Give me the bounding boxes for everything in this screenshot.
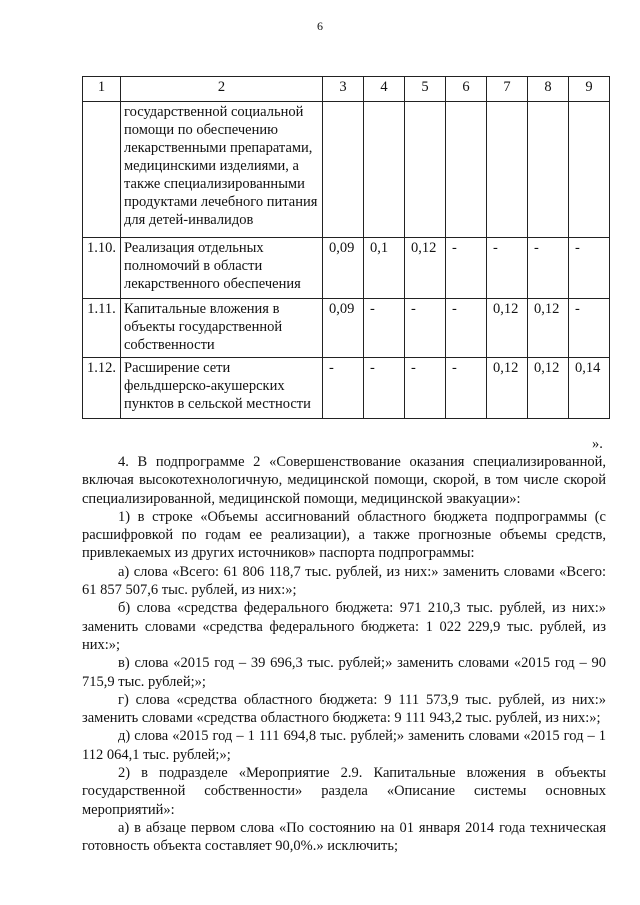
header-cell: 5 [405, 77, 446, 102]
value-cell: 0,1 [364, 238, 405, 299]
value-cell: 0,12 [528, 358, 569, 419]
paragraph: 2) в подразделе «Мероприятие 2.9. Капитальные вложения в объекты государственной собственности» раздела «Описание системы основных мероприятий»: [82, 765, 606, 818]
value-cell: 0,12 [528, 299, 569, 358]
header-cell: 4 [364, 77, 405, 102]
value-cell [405, 102, 446, 238]
paragraph: а) слова «Всего: 61 806 118,7 тыс. рублей, из них:» заменить словами «Всего: 61 857 507,6 тыс. рублей, из них:»; [82, 563, 606, 599]
value-cell: - [405, 358, 446, 419]
row-name: Реализация отдельных полномочий в области лекарственного обеспечения [121, 238, 323, 299]
row-number: 1.10. [83, 238, 121, 299]
closing-quote: ». [592, 436, 603, 452]
table-row [83, 299, 610, 358]
paragraph: д) слова «2015 год – 1 111 694,8 тыс. рублей;» заменить словами «2015 год – 1 112 064,1 тыс. рублей;»; [82, 728, 606, 763]
body-text [82, 453, 606, 856]
table-row [83, 358, 610, 419]
value-cell: - [323, 358, 364, 419]
value-cell: - [487, 238, 528, 299]
header-cell: 2 [121, 77, 323, 102]
value-cell: 0,12 [487, 358, 528, 419]
value-cell [323, 102, 364, 238]
table-row [83, 238, 610, 299]
value-cell: 0,09 [323, 238, 364, 299]
header-cell: 7 [487, 77, 528, 102]
value-cell [528, 102, 569, 238]
value-cell: - [364, 299, 405, 358]
header-cell: 1 [83, 77, 121, 102]
value-cell [364, 102, 405, 238]
row-name: государственной социальной помощи по обеспечению лекарственными препаратами, медицинскими изделиями, а также специализированными продуктами лечебного питания для детей-инвалидов [121, 102, 323, 238]
value-cell: - [569, 299, 610, 358]
table-row [83, 102, 610, 238]
row-number: 1.12. [83, 358, 121, 419]
value-cell [487, 102, 528, 238]
paragraph: г) слова «средства областного бюджета: 9 111 573,9 тыс. рублей, из них:» заменить словами «средства областного бюджета: 9 111 943,2 тыс. рублей, из них:»; [82, 691, 606, 727]
value-cell: 0,12 [487, 299, 528, 358]
page-number: 6 [317, 19, 323, 33]
value-cell: - [569, 238, 610, 299]
row-name: Капитальные вложения в объекты государственной собственности [121, 299, 323, 358]
value-cell: 0,14 [569, 358, 610, 419]
header-cell: 6 [446, 77, 487, 102]
paragraph: 1) в строке «Объемы ассигнований областного бюджета подпрограммы (с расшифровкой по годам ее реализации), а также прогнозные объемы средств, привлекаемых из других источников» паспорта подпрограммы: [82, 508, 606, 562]
value-cell: 0,09 [323, 299, 364, 358]
value-cell: - [405, 299, 446, 358]
paragraph: в) слова «2015 год – 39 696,3 тыс. рублей;» заменить словами «2015 год – 90 715,9 тыс. рублей;»; [82, 655, 606, 690]
paragraph: б) слова «средства федерального бюджета: 971 210,3 тыс. рублей, из них:» заменить словами «средства федерального бюджета: 1 022 229,9 тыс. рублей, из них:»; [82, 600, 606, 653]
value-cell: - [364, 358, 405, 419]
row-name: Расширение сети фельдшерско-акушерских пунктов в сельской местности [121, 358, 323, 419]
value-cell: - [446, 358, 487, 419]
data-table [82, 76, 610, 419]
value-cell: 0,12 [405, 238, 446, 299]
row-number: 1.11. [83, 299, 121, 358]
header-cell: 8 [528, 77, 569, 102]
value-cell [569, 102, 610, 238]
table-header-row [83, 77, 610, 102]
header-cell: 9 [569, 77, 610, 102]
header-cell: 3 [323, 77, 364, 102]
value-cell: - [528, 238, 569, 299]
paragraph: а) в абзаце первом слова «По состоянию на 01 января 2014 года техническая готовность объекта составляет 90,0%.» исключить; [82, 819, 606, 855]
paragraph: 4. В подпрограмме 2 «Совершенствование оказания специализированной, включая высокотехнологичную, медицинской помощи, скорой, в том числе скорой специализированной, медицинской помощи, медицинской эвакуации»: [82, 454, 606, 507]
value-cell: - [446, 238, 487, 299]
row-number [83, 102, 121, 238]
value-cell [446, 102, 487, 238]
value-cell: - [446, 299, 487, 358]
